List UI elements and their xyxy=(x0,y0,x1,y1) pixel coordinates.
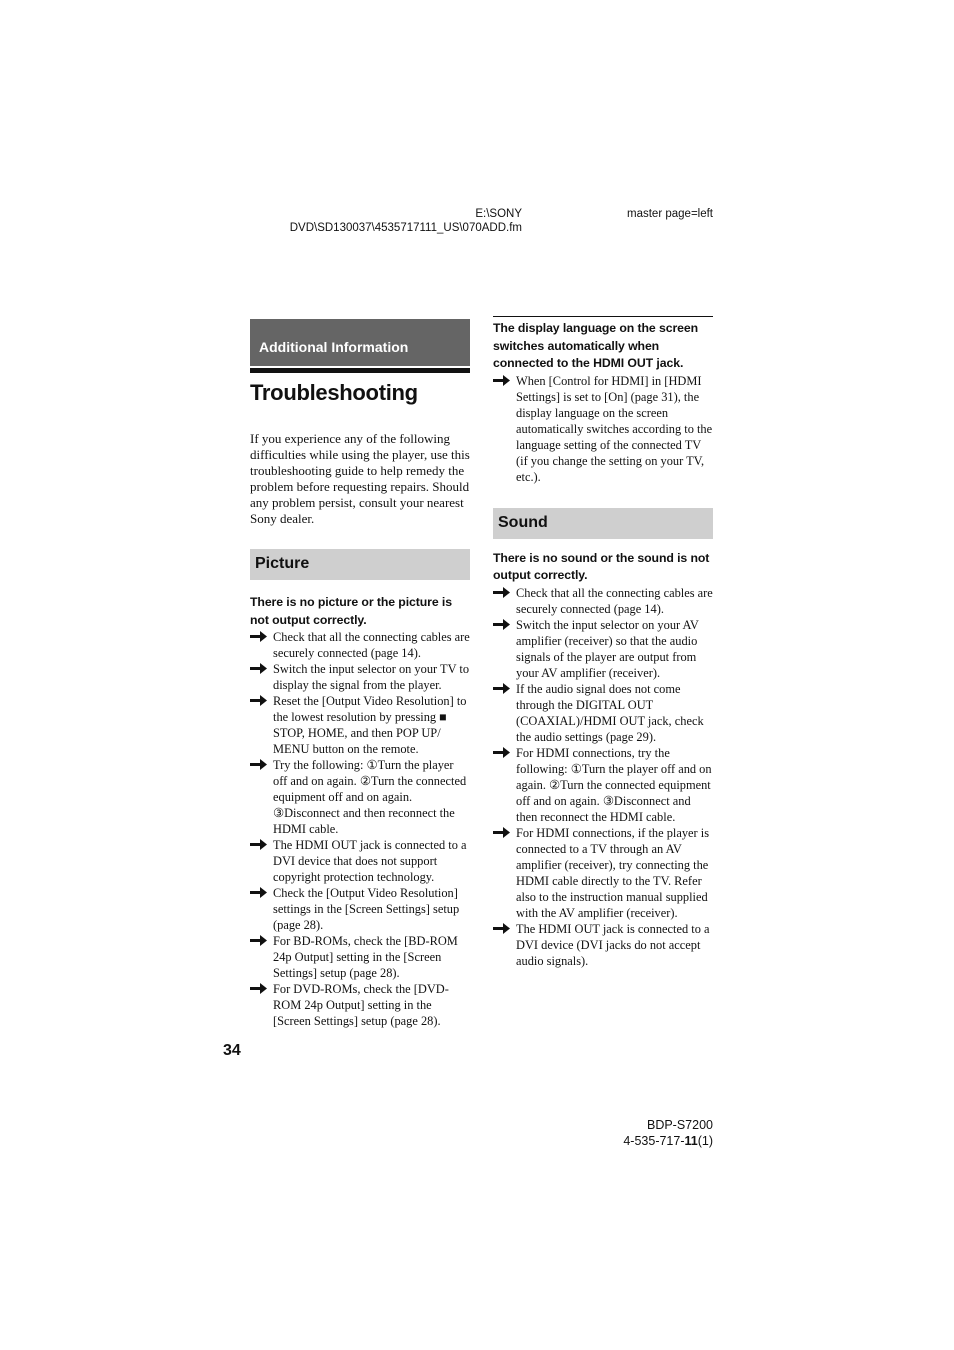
category-label: Additional Information xyxy=(259,339,409,355)
right-column xyxy=(493,316,713,969)
arrow-right-icon xyxy=(493,587,510,598)
picture-item-text: Try the following: ①Turn the player off and on again. ②Turn the connected equipment off and on again. ③Disconnect and then reconnect the HDMI cable. xyxy=(273,758,467,836)
sound-item xyxy=(493,585,713,617)
picture-item-text: For BD-ROMs, check the [BD-ROM 24p Output] setting in the [Screen Settings] setup (page 28). xyxy=(273,934,458,980)
left-column xyxy=(250,319,470,1029)
picture-item-text: For DVD-ROMs, check the [DVD-ROM 24p Output] setting in the [Screen Settings] setup (page 28). xyxy=(273,982,449,1028)
sound-question: There is no sound or the sound is not output correctly. xyxy=(493,550,710,582)
arrow-right-icon xyxy=(250,839,267,850)
footer-code-bold: 11 xyxy=(684,1134,698,1148)
sound-item xyxy=(493,617,713,681)
intro-paragraph: If you experience any of the following difficulties while using the player, use this troubleshooting guide to help remedy the problem before requesting repairs. Should any problem persist, consult your nearest Sony dealer. xyxy=(250,431,470,526)
section-heading-picture xyxy=(250,549,470,580)
picture-item-text: Reset the [Output Video Resolution] to the lowest resolution by pressing ■ STOP, HOME, and then POP UP/ MENU button on the remote. xyxy=(273,694,467,756)
display-language-item-text: When [Control for HDMI] in [HDMI Settings] is set to [On] (page 31), the display language on the screen automatically switches according to the language setting of the connected TV (if you change the setting on your TV, etc.). xyxy=(516,373,713,484)
sound-item xyxy=(493,745,713,825)
arrow-right-icon xyxy=(493,747,510,758)
arrow-right-icon xyxy=(250,695,267,706)
file-path xyxy=(270,207,522,235)
sound-item-text: The HDMI OUT jack is connected to a DVI device (DVI jacks do not accept audio signals). xyxy=(516,921,710,968)
display-language-item xyxy=(493,373,713,485)
arrow-right-icon xyxy=(250,983,267,994)
picture-items xyxy=(250,629,470,1029)
arrow-right-icon xyxy=(493,827,510,838)
picture-item xyxy=(250,757,470,837)
file-path-line-2: DVD\SD130037\4535717111_US\070ADD.fm xyxy=(289,222,522,234)
sound-item xyxy=(493,681,713,745)
section-heading-picture-label: Picture xyxy=(255,555,310,572)
display-language-question: The display language on the screen switches automatically when connected to the HDMI OUT jack. xyxy=(493,316,713,373)
category-rule xyxy=(250,368,470,373)
master-page-label: master page=left xyxy=(627,208,713,220)
picture-item xyxy=(250,885,470,933)
footer-code-prefix: 4-535-717- xyxy=(623,1134,685,1148)
picture-item xyxy=(250,933,470,981)
sound-item-text: For HDMI connections, try the following: ①Turn the player off and on again. ②Turn the connected equipment off and on again. ③Disconnect and then reconnect the HDMI cable. xyxy=(516,745,712,824)
sound-item xyxy=(493,921,713,969)
page-title: Troubleshooting xyxy=(250,380,418,405)
sound-item-text: Check that all the connecting cables are securely connected (page 14). xyxy=(516,585,713,616)
picture-item-text: The HDMI OUT jack is connected to a DVI device that does not support copyright protection technology. xyxy=(273,838,467,884)
picture-item xyxy=(250,981,470,1029)
display-language-items xyxy=(493,373,713,485)
arrow-right-icon xyxy=(493,683,510,694)
arrow-right-icon xyxy=(493,923,510,934)
arrow-right-icon xyxy=(250,887,267,898)
sound-item-text: If the audio signal does not come through the DIGITAL OUT (COAXIAL)/HDMI OUT jack, check the audio settings (page 29). xyxy=(516,681,704,744)
section-heading-sound xyxy=(493,508,713,539)
footer-model: BDP-S7200 xyxy=(646,1118,713,1132)
arrow-right-icon xyxy=(250,759,267,770)
footer-code-suffix: (1) xyxy=(697,1134,713,1148)
sound-items xyxy=(493,585,713,969)
picture-item-text: Check the [Output Video Resolution] settings in the [Screen Settings] setup (page 28). xyxy=(273,886,460,932)
arrow-right-icon xyxy=(493,375,510,386)
picture-item xyxy=(250,837,470,885)
footer-code xyxy=(560,1133,713,1149)
picture-item-text: Check that all the connecting cables are securely connected (page 14). xyxy=(273,630,470,660)
arrow-right-icon xyxy=(493,619,510,630)
file-path-line-1: E:\SONY xyxy=(475,208,522,220)
sound-item-text: For HDMI connections, if the player is connected to a TV through an AV amplifier (receiver), try connecting the HDMI cable directly to the TV. Refer also to the instruction manual supplied with the AV amplifier (receiver). xyxy=(516,825,710,920)
page-number: 34 xyxy=(223,1042,241,1059)
picture-item xyxy=(250,629,470,661)
arrow-right-icon xyxy=(250,631,267,642)
sound-item xyxy=(493,825,713,921)
section-heading-sound-label: Sound xyxy=(498,513,548,531)
picture-question: There is no picture or the picture is not output correctly. xyxy=(250,595,452,627)
category-bar xyxy=(250,319,470,366)
arrow-right-icon xyxy=(250,935,267,946)
picture-item xyxy=(250,693,470,757)
picture-item-text: Switch the input selector on your TV to display the signal from the player. xyxy=(273,662,470,692)
picture-item xyxy=(250,661,470,693)
arrow-right-icon xyxy=(250,663,267,674)
sound-item-text: Switch the input selector on your AV amplifier (receiver) so that the audio signals of the player are output from your AV amplifier (receiver). xyxy=(516,617,699,680)
